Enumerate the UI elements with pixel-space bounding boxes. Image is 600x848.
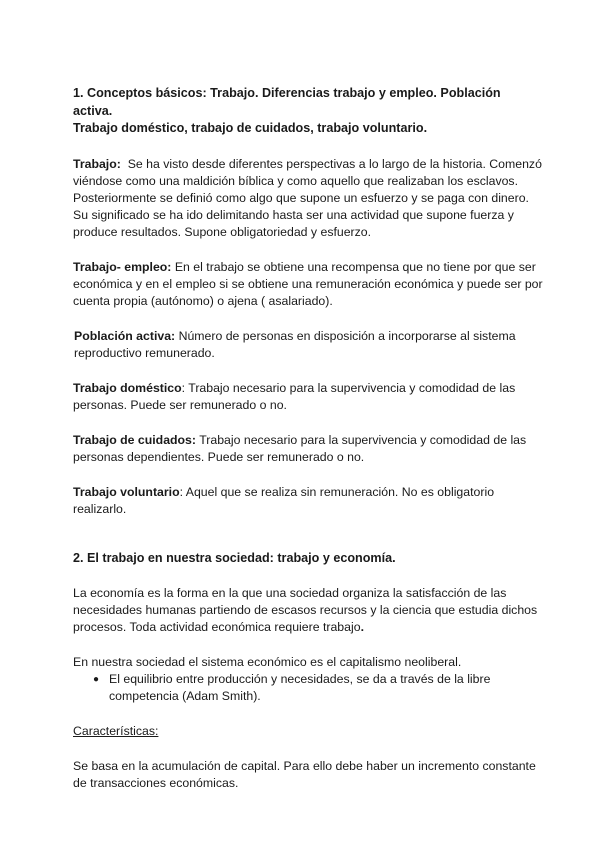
definition-text: Trabajo necesario para la supervivencia y comodidad de las personas dependientes. Puede ser remunerado o no.	[73, 432, 527, 464]
economy-paragraph	[73, 585, 543, 636]
section-1-heading-line-2: Trabajo doméstico, trabajo de cuidados, trabajo voluntario.	[73, 121, 428, 135]
definition-term: Trabajo:	[73, 156, 121, 171]
section-2-heading: 2. El trabajo en nuestra sociedad: trabajo y economía.	[73, 550, 396, 565]
definition-text: Se ha visto desde diferentes perspectivas a lo largo de la historia. Comenzó viéndose como una maldición bíblica y como aquello que realizaban los esclavos. Posteriormente se definió como algo que supone un esfuerzo y se paga con dinero. Su significado se ha ido delimitando hasta ser una actividad que supone fuerza y produce resultados. Supone obligatoriedad y esfuerzo.	[73, 156, 542, 239]
section-1-heading	[73, 85, 543, 138]
definition-text: En el trabajo se obtiene una recompensa que no tiene por que ser económica y en el empleo si se obtiene una remuneración económica y puede ser por cuenta propia (autónomo) o ajena ( asalariado).	[73, 259, 543, 308]
definition-trabajo-voluntario	[73, 484, 543, 518]
section-1-heading-line-1: 1. Conceptos básicos: Trabajo. Diferencias trabajo y empleo. Población activa.	[73, 86, 501, 118]
definition-term: Trabajo doméstico	[73, 380, 182, 395]
definition-term: Trabajo de cuidados:	[73, 432, 196, 447]
economy-paragraph-text: La economía es la forma en la que una sociedad organiza la satisfacción de las necesidades humanas partiendo de escasos recursos y la ciencia que estudia dichos procesos. Toda actividad económica requiere trabajo	[73, 586, 538, 634]
capital-accumulation-paragraph: Se basa en la acumulación de capital. Para ello debe haber un incremento constante de transacciones económicas.	[73, 759, 536, 790]
economy-paragraph-period: .	[360, 620, 364, 634]
definition-poblacion-activa	[74, 328, 543, 362]
definition-text: : Trabajo necesario para la supervivencia y comodidad de las personas. Puede ser remunerado o no.	[73, 380, 516, 412]
definition-text: Número de personas en disposición a incorporarse al sistema reproductivo remunerado.	[74, 328, 516, 360]
definition-term: Trabajo- empleo:	[73, 259, 172, 274]
definition-trabajo-empleo	[73, 259, 543, 310]
characteristics-subheading: Características:	[73, 724, 159, 738]
bullet-icon: ●	[93, 674, 100, 685]
definition-term: Trabajo voluntario	[73, 484, 180, 499]
definition-trabajo-domestico	[73, 380, 543, 414]
bullet-list	[73, 671, 543, 705]
capitalism-paragraph: En nuestra sociedad el sistema económico es el capitalismo neoliberal.	[73, 655, 462, 669]
definition-trabajo-cuidados	[73, 432, 543, 466]
definition-term: Población activa:	[74, 328, 176, 343]
document-body	[73, 85, 543, 792]
definition-trabajo	[73, 156, 543, 241]
list-item-text: El equilibrio entre producción y necesidades, se da a través de la libre competencia (Adam Smith).	[109, 672, 491, 703]
list-item	[93, 671, 543, 705]
definition-text: : Aquel que se realiza sin remuneración. No es obligatorio realizarlo.	[73, 484, 495, 516]
